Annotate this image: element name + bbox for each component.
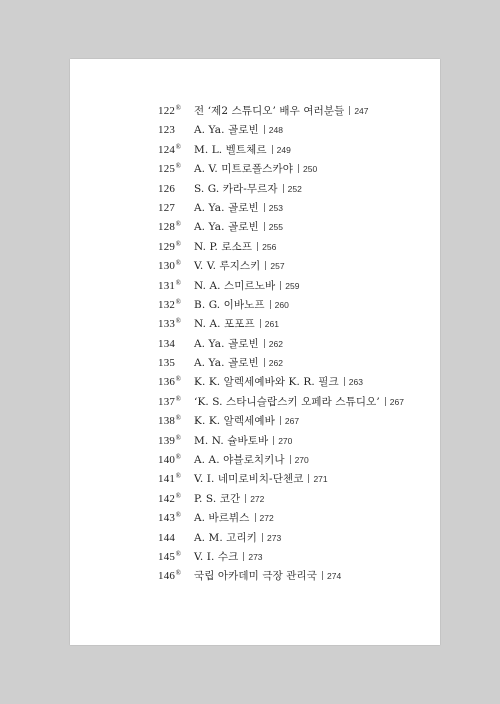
entry-number-text: 132 — [158, 298, 176, 311]
toc-entry — [158, 491, 404, 510]
toc-entry — [158, 219, 404, 238]
page-number: 256 — [262, 241, 277, 252]
entry-number — [158, 472, 194, 485]
entry-number — [158, 104, 194, 117]
entry-number — [158, 202, 194, 214]
entry-number-text: 125 — [158, 163, 176, 176]
separator-bar — [298, 164, 299, 173]
page-number: 270 — [294, 455, 309, 466]
footnote-mark: ® — [175, 394, 182, 403]
entry-title: A. A. 야블로치키나 — [194, 454, 285, 467]
entry-title: M. L. 벨트체르 — [194, 143, 267, 156]
entry-number — [158, 298, 194, 311]
page-number: 273 — [248, 551, 263, 562]
page-number: 263 — [348, 377, 363, 388]
entry-number — [158, 183, 194, 195]
entry-number — [158, 511, 194, 524]
separator-bar — [264, 203, 265, 212]
entry-number-text: 134 — [158, 337, 176, 350]
entry-number-text: 141 — [158, 473, 176, 486]
separator-bar — [260, 319, 261, 328]
footnote-mark: ® — [175, 491, 182, 500]
entry-number — [158, 395, 194, 408]
separator-bar — [264, 339, 265, 348]
page-number: 272 — [250, 493, 265, 504]
entry-number — [158, 375, 194, 388]
entry-number-text: 136 — [158, 376, 176, 389]
entry-number-text: 127 — [158, 201, 176, 214]
toc-entry — [158, 200, 404, 219]
entry-title: S. G. 카라-무르자 — [194, 182, 278, 195]
entry-number — [158, 279, 194, 292]
footnote-mark: ® — [175, 549, 182, 558]
entry-number — [158, 434, 194, 447]
footnote-mark: ® — [175, 297, 182, 306]
toc-entry — [158, 433, 404, 452]
page-number: 259 — [285, 280, 300, 291]
entry-number-text: 140 — [158, 454, 176, 467]
page-number: 255 — [268, 222, 283, 233]
toc-entry — [158, 278, 404, 297]
entry-title: 전 ‘제2 스튜디오’ 배우 여러분들 — [194, 105, 345, 117]
entry-number-text: 138 — [158, 415, 176, 428]
separator-bar — [385, 397, 386, 406]
toc-entry — [158, 258, 404, 277]
footnote-mark: ® — [175, 239, 182, 248]
separator-bar — [273, 436, 274, 445]
page-number: 271 — [313, 474, 328, 485]
footnote-mark: ® — [175, 414, 182, 423]
separator-bar — [243, 552, 244, 561]
entry-number — [158, 357, 194, 369]
separator-bar — [283, 184, 284, 193]
book-page — [70, 59, 440, 645]
footnote-mark: ® — [175, 433, 182, 442]
entry-title: A. Ya. 골로빈 — [194, 337, 259, 350]
entry-number — [158, 532, 194, 544]
toc-entry — [158, 316, 404, 335]
separator-bar — [280, 416, 281, 425]
entry-number-text: 123 — [158, 124, 176, 137]
entry-number-text: 139 — [158, 434, 176, 447]
page-number: 257 — [270, 261, 285, 272]
separator-bar — [290, 455, 291, 464]
table-of-contents — [158, 103, 404, 588]
footnote-mark: ® — [175, 317, 182, 326]
toc-entry — [158, 239, 404, 258]
entry-number-text: 143 — [158, 512, 176, 525]
footnote-mark: ® — [175, 104, 182, 112]
separator-bar — [262, 533, 263, 542]
entry-title: N. A. 포포프 — [194, 318, 255, 331]
entry-number — [158, 414, 194, 427]
entry-number-text: 133 — [158, 318, 176, 331]
entry-number — [158, 240, 194, 253]
entry-number-text: 128 — [158, 221, 176, 234]
toc-entry — [158, 510, 404, 529]
toc-entry — [158, 336, 404, 355]
page-number: 273 — [267, 532, 282, 543]
toc-entry — [158, 374, 404, 393]
page-number: 262 — [268, 358, 283, 369]
entry-number-text: 145 — [158, 550, 176, 563]
entry-title: V. I. 네미로비치-단첸코 — [194, 473, 304, 486]
entry-title: K. K. 알렉세예바 — [194, 415, 275, 428]
separator-bar — [280, 281, 281, 290]
separator-bar — [264, 125, 265, 134]
entry-number-text: 126 — [158, 182, 176, 195]
separator-bar — [272, 145, 273, 154]
entry-number — [158, 162, 194, 175]
entry-number-text: 135 — [158, 357, 176, 370]
separator-bar — [265, 261, 266, 270]
entry-number-text: 130 — [158, 260, 176, 273]
separator-bar — [255, 513, 256, 522]
page-number: 267 — [389, 396, 404, 407]
separator-bar — [264, 358, 265, 367]
entry-number — [158, 453, 194, 466]
toc-entry — [158, 471, 404, 490]
entry-number-text: 129 — [158, 240, 176, 253]
entry-title: B. G. 이바노프 — [194, 298, 265, 311]
separator-bar — [245, 494, 246, 503]
separator-bar — [257, 242, 258, 251]
separator-bar — [308, 474, 309, 483]
entry-number-text: 124 — [158, 143, 176, 156]
entry-number — [158, 143, 194, 156]
entry-number-text: 142 — [158, 492, 176, 505]
page-number: 252 — [287, 183, 302, 194]
page-number: 262 — [268, 338, 283, 349]
toc-entry — [158, 452, 404, 471]
separator-bar — [270, 300, 271, 309]
entry-title: A. Ya. 골로빈 — [194, 124, 259, 137]
footnote-mark: ® — [175, 278, 182, 287]
page-number: 250 — [302, 164, 318, 175]
entry-title: A. Ya. 골로빈 — [194, 221, 259, 234]
page-number: 249 — [276, 144, 291, 155]
toc-entry — [158, 103, 404, 122]
separator-bar — [344, 377, 345, 386]
entry-title: N. A. 스미르노바 — [194, 279, 276, 292]
entry-title: P. S. 코간 — [194, 492, 241, 505]
entry-number — [158, 124, 194, 136]
toc-entry — [158, 355, 404, 374]
separator-bar — [264, 222, 265, 231]
entry-title: 국립 아카데미 극장 관리국 — [194, 570, 317, 583]
toc-entry — [158, 413, 404, 432]
entry-title: A. V. 미트로폴스카야 — [194, 163, 293, 176]
entry-number-text: 146 — [158, 570, 176, 583]
entry-title: ‘K. S. 스타니슬랍스키 오페라 스튜디오’ — [194, 395, 380, 408]
page-number: 248 — [268, 125, 283, 136]
page-number: 247 — [354, 106, 369, 116]
entry-title: V. I. 수크 — [194, 550, 239, 563]
footnote-mark: ® — [175, 220, 182, 229]
page-number: 274 — [327, 571, 342, 582]
entry-number — [158, 338, 194, 350]
toc-entry — [158, 181, 404, 200]
entry-title: A. Ya. 골로빈 — [194, 357, 259, 370]
entry-title: N. P. 로소프 — [194, 240, 253, 253]
toc-entry — [158, 142, 404, 161]
entry-title: K. K. 알렉세예바와 K. R. 필크 — [194, 376, 339, 389]
page-number: 267 — [284, 416, 300, 427]
page-number: 261 — [264, 319, 279, 330]
entry-number — [158, 569, 194, 582]
page-number: 270 — [278, 435, 293, 446]
entry-number-text: 137 — [158, 395, 176, 408]
footnote-mark: ® — [175, 162, 182, 171]
separator-bar — [322, 571, 323, 580]
toc-entry — [158, 161, 404, 180]
entry-number-text: 122 — [158, 105, 176, 117]
entry-title: A. M. 고리키 — [194, 531, 258, 544]
toc-entry — [158, 297, 404, 316]
toc-entry — [158, 122, 404, 141]
footnote-mark: ® — [175, 375, 182, 384]
footnote-mark: ® — [175, 142, 182, 151]
footnote-mark: ® — [175, 569, 182, 578]
separator-bar — [349, 106, 350, 115]
entry-number-text: 144 — [158, 531, 176, 544]
toc-entry — [158, 394, 404, 413]
toc-entry — [158, 568, 404, 587]
entry-number — [158, 550, 194, 563]
entry-number-text: 131 — [158, 279, 176, 292]
toc-entry — [158, 549, 404, 568]
entry-number — [158, 492, 194, 505]
entry-number — [158, 220, 194, 233]
page-number: 260 — [274, 299, 289, 310]
footnote-mark: ® — [175, 259, 182, 268]
entry-title: A. Ya. 골로빈 — [194, 201, 259, 214]
footnote-mark: ® — [175, 511, 182, 520]
toc-entry — [158, 530, 404, 549]
entry-number — [158, 317, 194, 330]
page-number: 272 — [259, 513, 274, 524]
entry-title: A. 바르뷔스 — [194, 512, 250, 525]
footnote-mark: ® — [175, 472, 182, 481]
entry-title: V. V. 루지스키 — [194, 260, 261, 273]
entry-title: M. N. 슐바토바 — [194, 434, 269, 447]
entry-number — [158, 259, 194, 272]
footnote-mark: ® — [175, 453, 182, 462]
page-number: 253 — [268, 202, 283, 213]
